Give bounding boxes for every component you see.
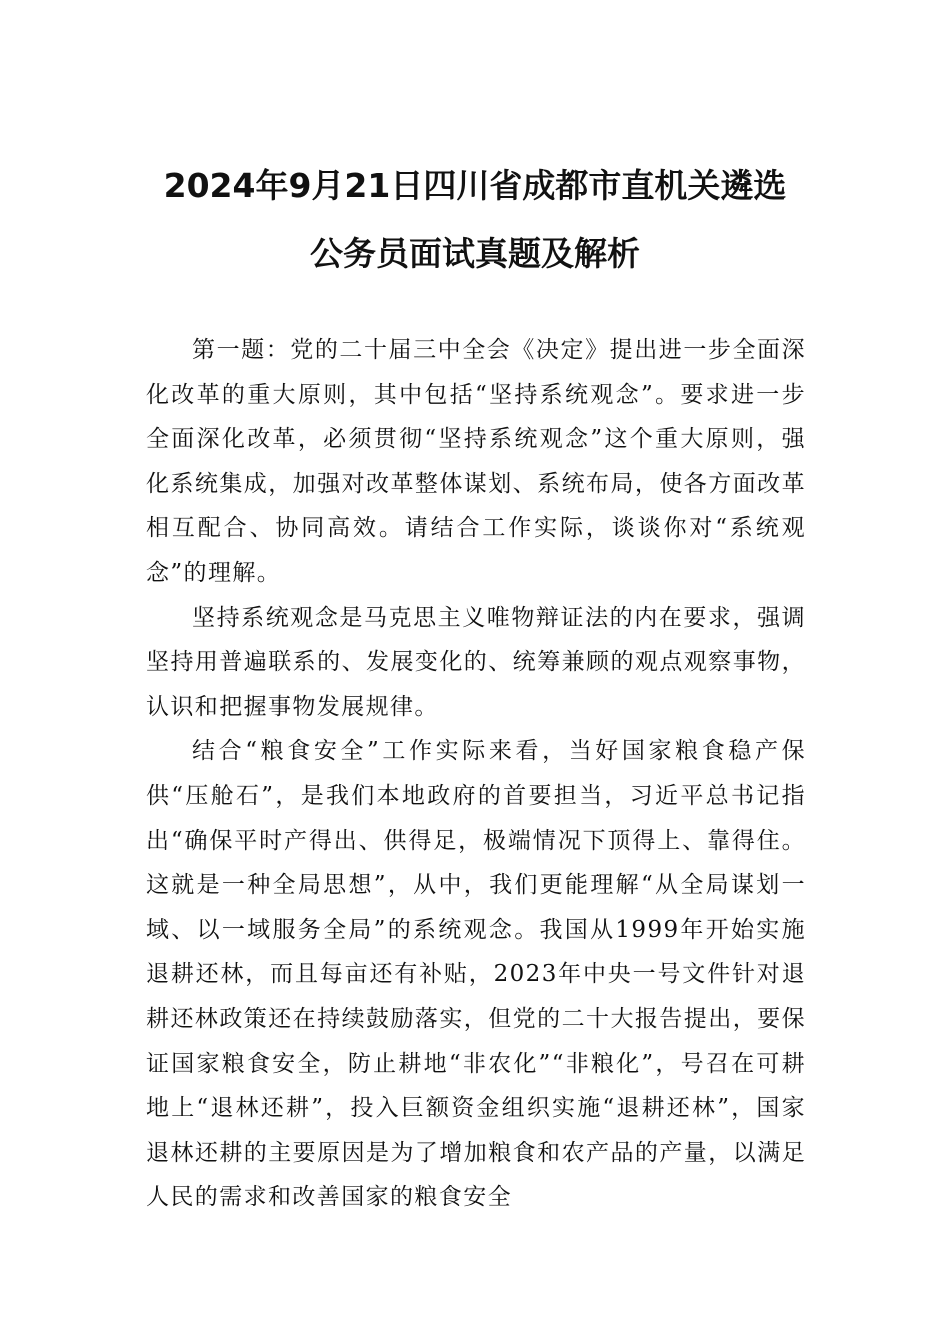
document-title <box>140 152 810 288</box>
document-body <box>146 328 806 1220</box>
paragraph-question: 第一题：党的二十届三中全会《决定》提出进一步全面深化改革的重大原则，其中包括“坚持系统观念”。要求进一步全面深化改革，必须贯彻“坚持系统观念”这个重大原则，强化系统集成，加强对改革整体谋划、系统布局，使各方面改革相互配合、协同高效。请结合工作实际，谈谈你对“系统观念”的理解。 <box>146 337 806 586</box>
title-line-2: 公务员面试真题及解析 <box>310 234 640 273</box>
paragraph-example: 结合“粮食安全”工作实际来看，当好国家粮食稳产保供“压舱石”，是我们本地政府的首要担当，习近平总书记指出“确保平时产得出、供得足，极端情况下顶得上、靠得住。这就是一种全局思想”，从中，我们更能理解“从全局谋划一域、以一域服务全局”的系统观念。我国从1999年开始实施退耕还林，而且每亩还有补贴，2023年中央一号文件针对退耕还林政策还在持续鼓励落实，但党的二十大报告提出，要保证国家粮食安全，防止耕地“非农化”“非粮化”，号召在可耕地上“退林还耕”，投入巨额资金组织实施“退耕还林”，国家退林还耕的主要原因是为了增加粮食和农产品的产量，以满足人民的需求和改善国家的粮食安全 <box>146 738 806 1211</box>
paragraph-definition: 坚持系统观念是马克思主义唯物辩证法的内在要求，强调坚持用普遍联系的、发展变化的、统筹兼顾的观点观察事物，认识和把握事物发展规律。 <box>146 604 806 720</box>
title-line-1: 2024年9月21日四川省成都市直机关遴选 <box>163 166 787 205</box>
